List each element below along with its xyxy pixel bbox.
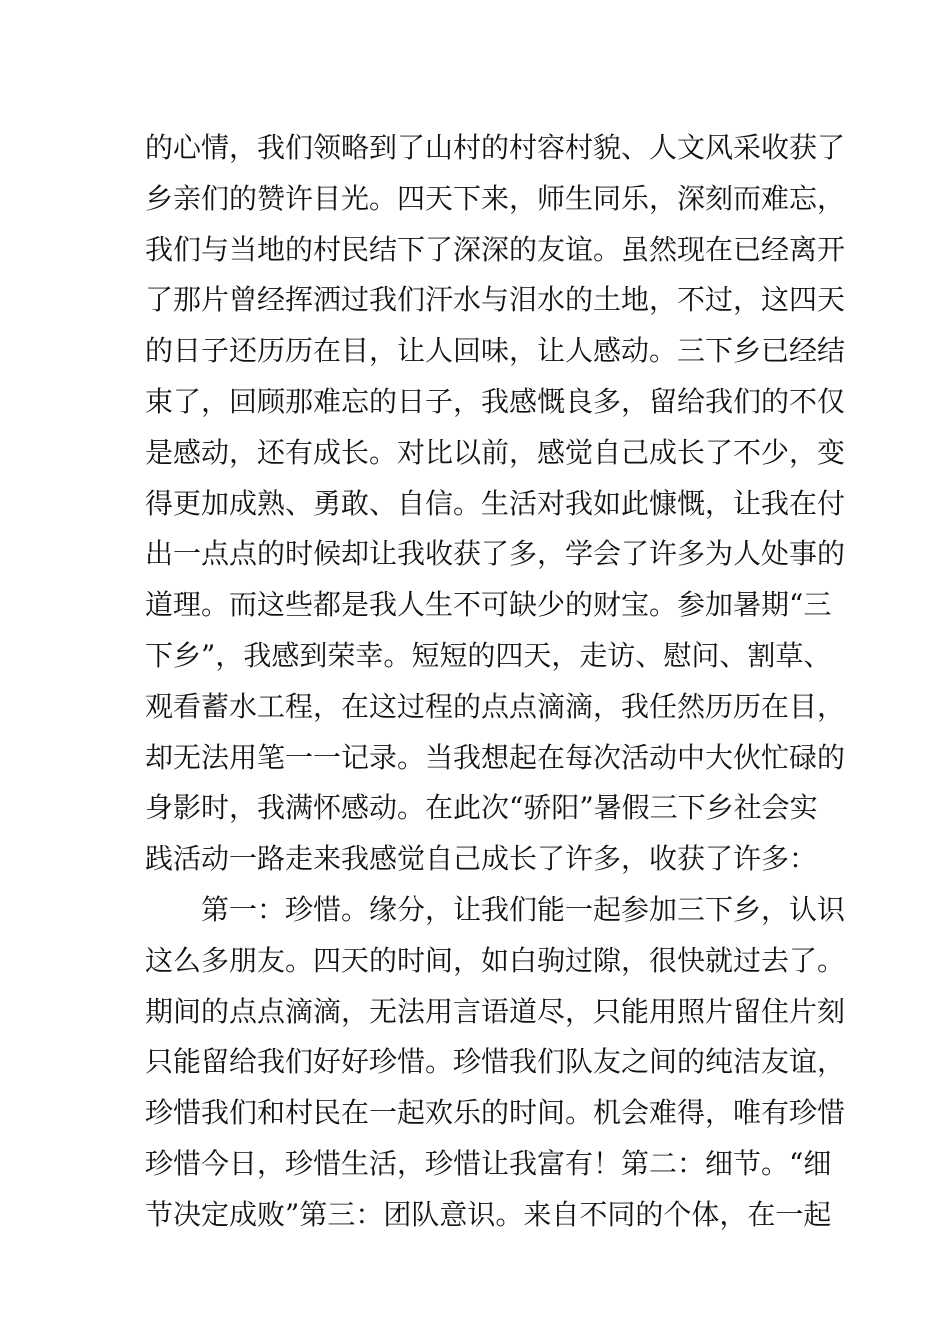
text-line-17: 这么多朋友。四天的时间，如白驹过隙，很快就过去了。 xyxy=(145,943,846,977)
text-line-1: 的心情，我们领略到了山村的村容村貌、人文风采收获了 xyxy=(145,131,846,164)
text-line-2: 乡亲们的赞许目光。四天下来，师生同乐，深刻而难忘， xyxy=(145,181,846,215)
text-line-6: 束了，回顾那难忘的日子，我感慨良多，留给我们的不仅 xyxy=(145,384,846,418)
text-line-7: 是感动，还有成长。对比以前，感觉自己成长了不少，变 xyxy=(145,435,846,469)
text-line-14: 身影时，我满怀感动。在此次“骄阳”暑假三下乡社会实 xyxy=(145,791,818,825)
paragraph-2-line-1: 第一：珍惜。缘分，让我们能一起参加三下乡，认识 xyxy=(201,892,846,926)
text-line-21: 珍惜今日，珍惜生活，珍惜让我富有！第二：细节。“细 xyxy=(145,1146,832,1180)
body-text xyxy=(145,123,846,1241)
text-line-18: 期间的点点滴滴，无法用言语道尽，只能用照片留住片刻 xyxy=(145,994,846,1028)
text-line-19: 只能留给我们好好珍惜。珍惜我们队友之间的纯洁友谊， xyxy=(145,1045,846,1079)
text-line-15: 践活动一路走来我感觉自己成长了许多，收获了许多： xyxy=(145,842,818,876)
text-line-11: 下乡”，我感到荣幸。短短的四天，走访、慰问、割草、 xyxy=(145,638,832,672)
text-line-9: 出一点点的时候却让我收获了多，学会了许多为人处事的 xyxy=(145,537,846,571)
text-line-12: 观看蓄水工程，在这过程的点点滴滴，我任然历历在目， xyxy=(145,689,846,723)
text-line-10: 道理。而这些都是我人生不可缺少的财宝。参加暑期“三 xyxy=(145,588,832,622)
text-line-20: 珍惜我们和村民在一起欢乐的时间。机会难得，唯有珍惜 xyxy=(145,1096,846,1130)
text-line-4: 了那片曾经挥洒过我们汗水与泪水的土地，不过，这四天 xyxy=(145,283,846,317)
text-line-5: 的日子还历历在目，让人回味，让人感动。三下乡已经结 xyxy=(145,334,846,368)
text-line-13: 却无法用笔一一记录。当我想起在每次活动中大伙忙碌的 xyxy=(145,740,846,774)
text-line-3: 我们与当地的村民结下了深深的友谊。虽然现在已经离开 xyxy=(145,232,846,266)
text-line-22: 节决定成败”第三：团队意识。来自不同的个体，在一起 xyxy=(145,1197,832,1231)
text-line-8: 得更加成熟、勇敢、自信。生活对我如此慷慨，让我在付 xyxy=(145,486,846,520)
